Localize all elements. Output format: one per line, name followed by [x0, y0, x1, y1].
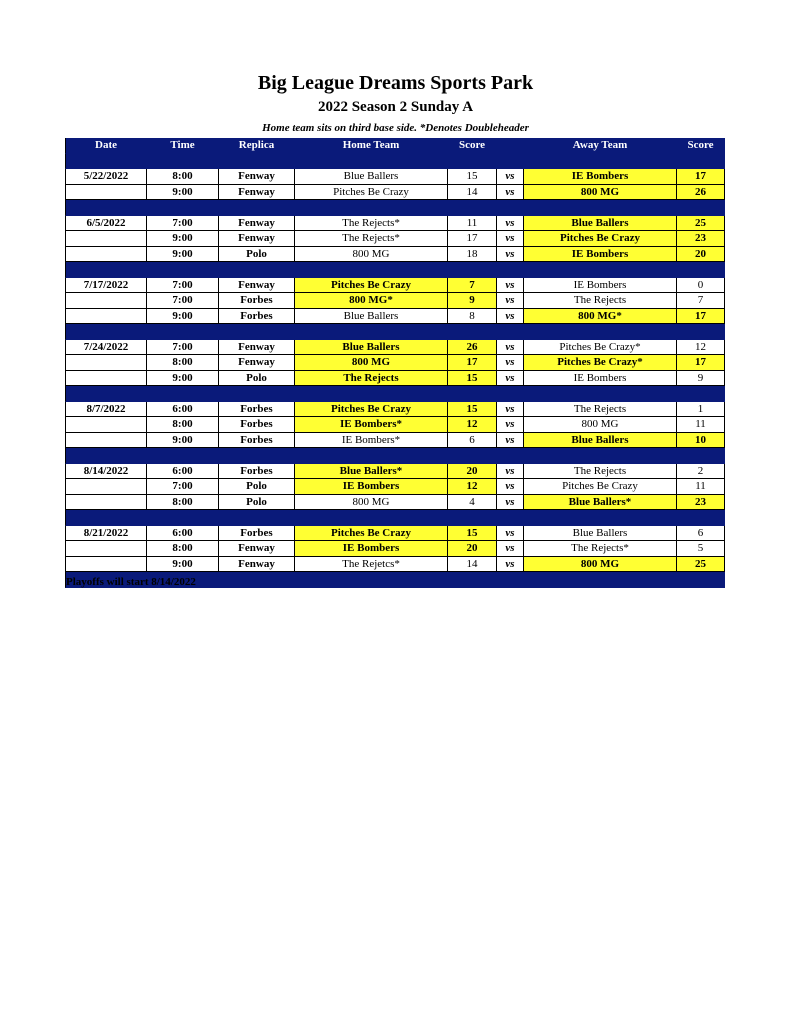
game-time: 8:00: [147, 541, 219, 557]
vs-label: vs: [497, 185, 524, 201]
week-separator-row: [65, 386, 725, 402]
game-date-empty: [65, 371, 147, 387]
away-team: Pitches Be Crazy*: [524, 355, 677, 371]
playoffs-note: Playoffs will start 8/14/2022: [66, 576, 196, 588]
away-team: Blue Ballers: [524, 526, 677, 542]
separator-cell: [448, 200, 497, 216]
separator-cell: [524, 448, 677, 464]
separator-cell: [65, 510, 147, 526]
game-row: [65, 309, 725, 325]
separator-cell: [524, 572, 677, 588]
away-team: The Rejects*: [524, 541, 677, 557]
away-team: IE Bombers: [524, 247, 677, 263]
home-score: 17: [448, 231, 497, 247]
game-field: Fenway: [219, 185, 295, 201]
separator-cell: [497, 200, 524, 216]
separator-cell: [65, 262, 147, 278]
home-team: Blue Ballers: [295, 169, 448, 185]
game-time: 7:00: [147, 278, 219, 294]
away-team: IE Bombers: [524, 371, 677, 387]
separator-cell: [147, 262, 219, 278]
vs-label: vs: [497, 464, 524, 480]
separator-cell: [295, 510, 448, 526]
away-team: The Rejects: [524, 402, 677, 418]
vs-label: vs: [497, 433, 524, 449]
separator-cell: [219, 262, 295, 278]
game-row: [65, 185, 725, 201]
separator-cell: [448, 154, 497, 170]
separator-cell: [677, 448, 725, 464]
home-score: 7: [448, 278, 497, 294]
away-team: 800 MG: [524, 557, 677, 573]
separator-cell: [677, 510, 725, 526]
home-score: 6: [448, 433, 497, 449]
week-separator-row: [65, 324, 725, 340]
home-score: 12: [448, 479, 497, 495]
away-score: 17: [677, 169, 725, 185]
separator-cell: [524, 200, 677, 216]
header-vs: [497, 138, 524, 154]
away-team: 800 MG: [524, 417, 677, 433]
game-time: 9:00: [147, 231, 219, 247]
separator-cell: [448, 448, 497, 464]
vs-label: vs: [497, 557, 524, 573]
home-score: 20: [448, 464, 497, 480]
game-row: [65, 231, 725, 247]
game-time: 9:00: [147, 371, 219, 387]
header-home-team: Home Team: [295, 138, 448, 154]
away-score: 11: [677, 417, 725, 433]
separator-cell: [295, 572, 448, 588]
game-date-empty: [65, 309, 147, 325]
home-score: 14: [448, 185, 497, 201]
home-team: 800 MG: [295, 355, 448, 371]
vs-label: vs: [497, 495, 524, 511]
header-away-score: Score: [677, 138, 725, 154]
game-row: [65, 541, 725, 557]
separator-cell: [219, 510, 295, 526]
away-score: 2: [677, 464, 725, 480]
header-replica: Replica: [219, 138, 295, 154]
away-team: Pitches Be Crazy: [524, 231, 677, 247]
vs-label: vs: [497, 371, 524, 387]
separator-cell: [677, 386, 725, 402]
away-team: Pitches Be Crazy*: [524, 340, 677, 356]
game-field: Fenway: [219, 216, 295, 232]
game-row: [65, 169, 725, 185]
separator-cell: [497, 448, 524, 464]
away-team: 800 MG*: [524, 309, 677, 325]
vs-label: vs: [497, 169, 524, 185]
away-score: 12: [677, 340, 725, 356]
home-score: 11: [448, 216, 497, 232]
header-time: Time: [147, 138, 219, 154]
separator-cell: [219, 572, 295, 588]
separator-cell: [147, 324, 219, 340]
home-score: 15: [448, 526, 497, 542]
game-row: [65, 479, 725, 495]
separator-cell: [147, 510, 219, 526]
away-score: 20: [677, 247, 725, 263]
separator-cell: [65, 386, 147, 402]
schedule-table: [65, 138, 725, 588]
game-time: 7:00: [147, 216, 219, 232]
home-team: The Rejects: [295, 371, 448, 387]
home-team: The Rejects*: [295, 216, 448, 232]
vs-label: vs: [497, 216, 524, 232]
away-score: 0: [677, 278, 725, 294]
game-date-empty: [65, 479, 147, 495]
home-team: IE Bombers*: [295, 433, 448, 449]
home-score: 17: [448, 355, 497, 371]
separator-cell: [147, 386, 219, 402]
separator-cell: [448, 510, 497, 526]
separator-cell: [524, 324, 677, 340]
separator-cell: [295, 200, 448, 216]
home-team: The Rejetcs*: [295, 557, 448, 573]
game-row: [65, 216, 725, 232]
away-team: Blue Ballers*: [524, 495, 677, 511]
separator-cell: [219, 386, 295, 402]
separator-cell: [497, 572, 524, 588]
separator-cell: [524, 262, 677, 278]
home-score: 15: [448, 169, 497, 185]
away-team: The Rejects: [524, 293, 677, 309]
vs-label: vs: [497, 479, 524, 495]
game-time: 6:00: [147, 402, 219, 418]
separator-cell: [677, 324, 725, 340]
home-team: Pitches Be Crazy: [295, 278, 448, 294]
vs-label: vs: [497, 417, 524, 433]
separator-cell: [524, 510, 677, 526]
game-time: 9:00: [147, 247, 219, 263]
away-score: 25: [677, 216, 725, 232]
separator-cell: [295, 386, 448, 402]
vs-label: vs: [497, 231, 524, 247]
vs-label: vs: [497, 355, 524, 371]
game-field: Forbes: [219, 309, 295, 325]
home-team: 800 MG: [295, 495, 448, 511]
game-time: 8:00: [147, 355, 219, 371]
separator-cell: [448, 572, 497, 588]
game-field: Polo: [219, 247, 295, 263]
separator-cell: [295, 262, 448, 278]
separator-cell: [147, 200, 219, 216]
week-separator-row: [65, 154, 725, 170]
away-team: The Rejects: [524, 464, 677, 480]
game-row: [65, 464, 725, 480]
game-date: 8/14/2022: [65, 464, 147, 480]
separator-cell: [448, 324, 497, 340]
game-field: Forbes: [219, 417, 295, 433]
game-time: 8:00: [147, 495, 219, 511]
home-score: 15: [448, 402, 497, 418]
vs-label: vs: [497, 340, 524, 356]
vs-label: vs: [497, 309, 524, 325]
separator-cell: [219, 448, 295, 464]
separator-cell: [497, 262, 524, 278]
game-time: 6:00: [147, 526, 219, 542]
game-date-empty: [65, 417, 147, 433]
separator-cell: [65, 448, 147, 464]
away-score: 26: [677, 185, 725, 201]
game-time: 7:00: [147, 479, 219, 495]
game-time: 7:00: [147, 293, 219, 309]
away-team: Pitches Be Crazy: [524, 479, 677, 495]
separator-cell: [219, 324, 295, 340]
game-date-empty: [65, 355, 147, 371]
away-team: Blue Ballers: [524, 433, 677, 449]
header-home-score: Score: [448, 138, 497, 154]
game-field: Forbes: [219, 464, 295, 480]
game-field: Polo: [219, 495, 295, 511]
home-score: 20: [448, 541, 497, 557]
away-score: 1: [677, 402, 725, 418]
home-team: Blue Ballers: [295, 309, 448, 325]
game-row: [65, 417, 725, 433]
away-score: 10: [677, 433, 725, 449]
away-score: 9: [677, 371, 725, 387]
separator-cell: [295, 324, 448, 340]
game-row: [65, 293, 725, 309]
home-team: Pitches Be Crazy: [295, 526, 448, 542]
home-score: 4: [448, 495, 497, 511]
away-score: 17: [677, 309, 725, 325]
away-score: 5: [677, 541, 725, 557]
game-field: Fenway: [219, 557, 295, 573]
separator-cell: [65, 324, 147, 340]
game-date-empty: [65, 231, 147, 247]
week-separator-row: [65, 448, 725, 464]
game-date: 8/7/2022: [65, 402, 147, 418]
home-score: 12: [448, 417, 497, 433]
home-score: 15: [448, 371, 497, 387]
game-time: 8:00: [147, 169, 219, 185]
game-row: [65, 355, 725, 371]
game-field: Fenway: [219, 169, 295, 185]
game-row: [65, 278, 725, 294]
game-row: [65, 526, 725, 542]
away-team: IE Bombers: [524, 278, 677, 294]
away-team: Blue Ballers: [524, 216, 677, 232]
game-row: [65, 340, 725, 356]
table-header-row: [65, 138, 725, 154]
game-field: Forbes: [219, 526, 295, 542]
away-team: IE Bombers: [524, 169, 677, 185]
game-row: [65, 402, 725, 418]
game-field: Forbes: [219, 293, 295, 309]
separator-cell: [677, 572, 725, 588]
separator-cell: [677, 200, 725, 216]
separator-cell: [295, 154, 448, 170]
home-team: 800 MG: [295, 247, 448, 263]
game-date: 5/22/2022: [65, 169, 147, 185]
away-score: 7: [677, 293, 725, 309]
game-field: Fenway: [219, 231, 295, 247]
home-score: 26: [448, 340, 497, 356]
away-score: 23: [677, 231, 725, 247]
away-team: 800 MG: [524, 185, 677, 201]
game-field: Fenway: [219, 340, 295, 356]
separator-cell: [448, 262, 497, 278]
game-field: Forbes: [219, 402, 295, 418]
game-date: 7/17/2022: [65, 278, 147, 294]
home-team: IE Bombers: [295, 479, 448, 495]
home-score: 18: [448, 247, 497, 263]
away-score: 11: [677, 479, 725, 495]
game-time: 9:00: [147, 309, 219, 325]
game-date-empty: [65, 433, 147, 449]
game-time: 7:00: [147, 340, 219, 356]
game-time: 8:00: [147, 417, 219, 433]
separator-cell: [524, 386, 677, 402]
game-date-empty: [65, 557, 147, 573]
home-team: Blue Ballers*: [295, 464, 448, 480]
week-separator-row: [65, 200, 725, 216]
page-subtitle: 2022 Season 2 Sunday A: [317, 99, 474, 115]
game-time: 6:00: [147, 464, 219, 480]
vs-label: vs: [497, 278, 524, 294]
game-date: 6/5/2022: [65, 216, 147, 232]
week-separator-row: [65, 262, 725, 278]
separator-cell: [147, 448, 219, 464]
doubleheader-note: Home team sits on third base side. *Denotes Doubleheader: [262, 122, 529, 134]
header-date: Date: [65, 138, 147, 154]
separator-cell: [295, 448, 448, 464]
game-date: 8/21/2022: [65, 526, 147, 542]
separator-cell: [219, 200, 295, 216]
vs-label: vs: [497, 402, 524, 418]
home-team: Pitches Be Crazy: [295, 185, 448, 201]
game-field: Polo: [219, 479, 295, 495]
separator-cell: [524, 154, 677, 170]
page-title: Big League Dreams Sports Park: [257, 72, 534, 94]
separator-cell: [497, 154, 524, 170]
game-date-empty: [65, 185, 147, 201]
game-date-empty: [65, 541, 147, 557]
game-date-empty: [65, 495, 147, 511]
separator-cell: [65, 154, 147, 170]
game-row: [65, 371, 725, 387]
home-team: 800 MG*: [295, 293, 448, 309]
vs-label: vs: [497, 526, 524, 542]
separator-cell: [497, 324, 524, 340]
away-score: 23: [677, 495, 725, 511]
game-field: Fenway: [219, 355, 295, 371]
separator-cell: [497, 510, 524, 526]
home-score: 9: [448, 293, 497, 309]
game-field: Polo: [219, 371, 295, 387]
home-score: 8: [448, 309, 497, 325]
separator-cell: [677, 262, 725, 278]
game-row: [65, 247, 725, 263]
home-team: Pitches Be Crazy: [295, 402, 448, 418]
away-score: 25: [677, 557, 725, 573]
away-score: 17: [677, 355, 725, 371]
vs-label: vs: [497, 293, 524, 309]
game-row: [65, 495, 725, 511]
separator-cell: [65, 200, 147, 216]
game-time: 9:00: [147, 185, 219, 201]
separator-cell: [677, 154, 725, 170]
separator-cell: [219, 154, 295, 170]
home-team: The Rejects*: [295, 231, 448, 247]
game-time: 9:00: [147, 557, 219, 573]
home-team: IE Bombers: [295, 541, 448, 557]
header-away-team: Away Team: [524, 138, 677, 154]
game-date-empty: [65, 293, 147, 309]
game-date-empty: [65, 247, 147, 263]
home-team: Blue Ballers: [295, 340, 448, 356]
separator-cell: [448, 386, 497, 402]
home-score: 14: [448, 557, 497, 573]
game-row: [65, 557, 725, 573]
game-row: [65, 433, 725, 449]
separator-cell: [497, 386, 524, 402]
vs-label: vs: [497, 247, 524, 263]
game-time: 9:00: [147, 433, 219, 449]
game-field: Forbes: [219, 433, 295, 449]
vs-label: vs: [497, 541, 524, 557]
away-score: 6: [677, 526, 725, 542]
game-date: 7/24/2022: [65, 340, 147, 356]
game-field: Fenway: [219, 541, 295, 557]
game-field: Fenway: [219, 278, 295, 294]
home-team: IE Bombers*: [295, 417, 448, 433]
week-separator-row: [65, 510, 725, 526]
separator-cell: [147, 154, 219, 170]
